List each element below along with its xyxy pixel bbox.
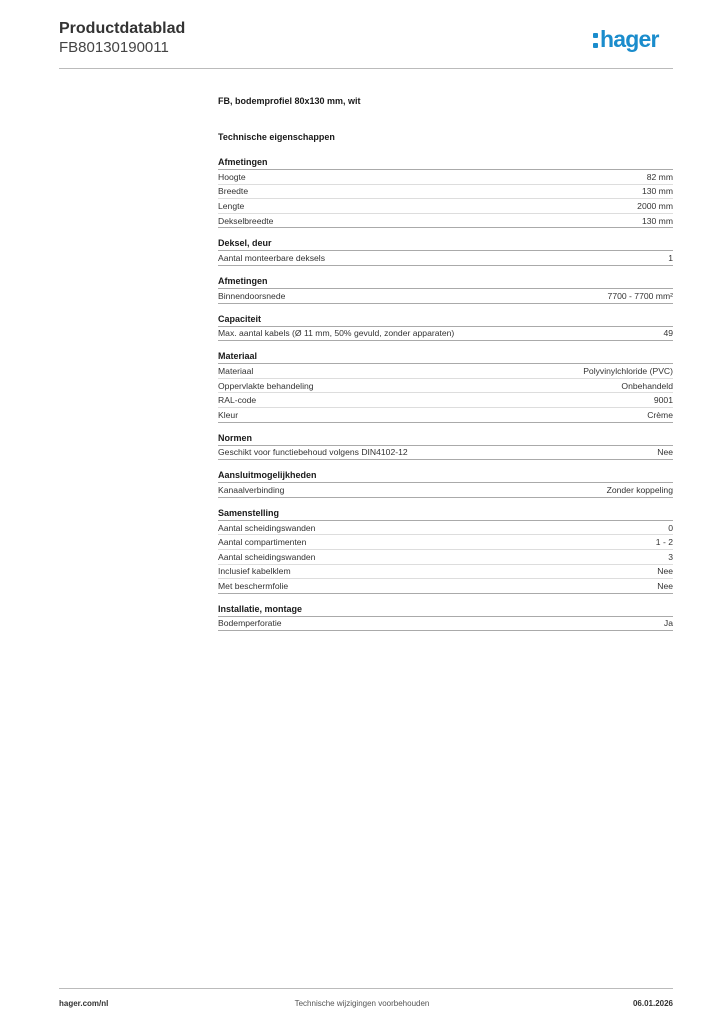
spec-group-title: Normen: [218, 432, 673, 446]
spec-group: [218, 350, 673, 422]
spec-label: Materiaal: [218, 365, 254, 376]
spec-group: [218, 237, 673, 266]
spec-value: Onbehandeld: [621, 380, 673, 391]
spec-group-title: Materiaal: [218, 350, 673, 364]
spec-value: Nee: [657, 580, 673, 591]
spec-row: [218, 565, 673, 580]
spec-group: [218, 275, 673, 304]
spec-row: [218, 550, 673, 565]
section-heading: Technische eigenschappen: [218, 132, 335, 142]
spec-content: [218, 96, 673, 640]
spec-group: [218, 603, 673, 632]
spec-row: [218, 327, 673, 342]
spec-group-title: Capaciteit: [218, 313, 673, 327]
spec-row: [218, 579, 673, 594]
spec-group: [218, 156, 673, 228]
spec-label: Dekselbreedte: [218, 215, 274, 226]
spec-label: Hoogte: [218, 171, 246, 182]
page-title: Productdatablad: [59, 20, 186, 37]
spec-row: [218, 214, 673, 229]
spec-row: [218, 393, 673, 408]
spec-value: Polyvinylchloride (PVC): [583, 365, 673, 376]
spec-row: [218, 289, 673, 304]
header-divider: [59, 68, 673, 69]
logo-text: hager: [600, 26, 659, 52]
spec-label: Binnendoorsnede: [218, 290, 286, 301]
spec-label: Aantal monteerbare deksels: [218, 253, 326, 264]
spec-groups: [218, 156, 673, 631]
spec-label: RAL-code: [218, 395, 257, 406]
spec-label: Aantal compartimenten: [218, 537, 307, 548]
spec-group-title: Installatie, montage: [218, 603, 673, 617]
spec-label: Oppervlakte behandeling: [218, 380, 314, 391]
spec-group-title: Afmetingen: [218, 156, 673, 170]
spec-label: Breedte: [218, 186, 249, 197]
spec-value: 82 mm: [646, 171, 673, 182]
spec-value: 9001: [653, 395, 673, 406]
footer-notice: Technische wijzigingen voorbehouden: [294, 999, 430, 1008]
spec-label: Max. aantal kabels (Ø 11 mm, 50% gevuld, zonder apparaten): [218, 328, 455, 339]
spec-group-title: Deksel, deur: [218, 237, 673, 251]
spec-group: [218, 313, 673, 342]
spec-value: 1: [668, 253, 673, 264]
spec-label: Kleur: [218, 409, 239, 420]
logo-dots-icon: [593, 33, 598, 48]
footer-date: 06.01.2026: [632, 999, 673, 1008]
spec-row: [218, 446, 673, 461]
spec-row: [218, 617, 673, 632]
spec-group-title: Samenstelling: [218, 507, 673, 521]
spec-value: Nee: [657, 566, 673, 577]
spec-row: [218, 379, 673, 394]
spec-row: [218, 199, 673, 214]
spec-group: [218, 469, 673, 498]
spec-label: Met beschermfolie: [218, 580, 289, 591]
spec-value: 130 mm: [641, 215, 673, 226]
spec-value: 130 mm: [641, 186, 673, 197]
spec-value: Ja: [663, 618, 673, 629]
spec-value: 49: [663, 328, 673, 339]
spec-row: [218, 185, 673, 200]
spec-value: 7700 - 7700 mm²: [607, 290, 673, 301]
spec-label: Aantal scheidingswanden: [218, 522, 316, 533]
spec-group: [218, 507, 673, 594]
spec-label: Kanaalverbinding: [218, 484, 285, 495]
spec-row: [218, 251, 673, 266]
spec-value: Zonder koppeling: [606, 484, 673, 495]
spec-row: [218, 408, 673, 423]
spec-value: 3: [668, 551, 673, 562]
spec-row: [218, 364, 673, 379]
spec-group: [218, 432, 673, 461]
spec-label: Geschikt voor functiebehoud volgens DIN4102-12: [218, 447, 408, 458]
spec-value: Crème: [647, 409, 673, 420]
spec-label: Inclusief kabelklem: [218, 566, 291, 577]
product-description: FB, bodemprofiel 80x130 mm, wit: [218, 96, 361, 106]
spec-label: Bodemperforatie: [218, 618, 282, 629]
spec-label: Lengte: [218, 200, 245, 211]
spec-value: Nee: [657, 447, 673, 458]
footer-website: hager.com/nl: [59, 999, 109, 1008]
hager-logo: [593, 28, 659, 51]
spec-label: Aantal scheidingswanden: [218, 551, 316, 562]
spec-row: [218, 170, 673, 185]
spec-value: 1 - 2: [655, 537, 673, 548]
product-code: FB80130190011: [59, 39, 169, 56]
spec-row: [218, 483, 673, 498]
spec-value: 2000 mm: [637, 200, 673, 211]
spec-group-title: Aansluitmogelijkheden: [218, 469, 673, 483]
spec-row: [218, 535, 673, 550]
spec-value: 0: [668, 522, 673, 533]
spec-group-title: Afmetingen: [218, 275, 673, 289]
spec-row: [218, 521, 673, 536]
footer-divider: [59, 988, 673, 989]
